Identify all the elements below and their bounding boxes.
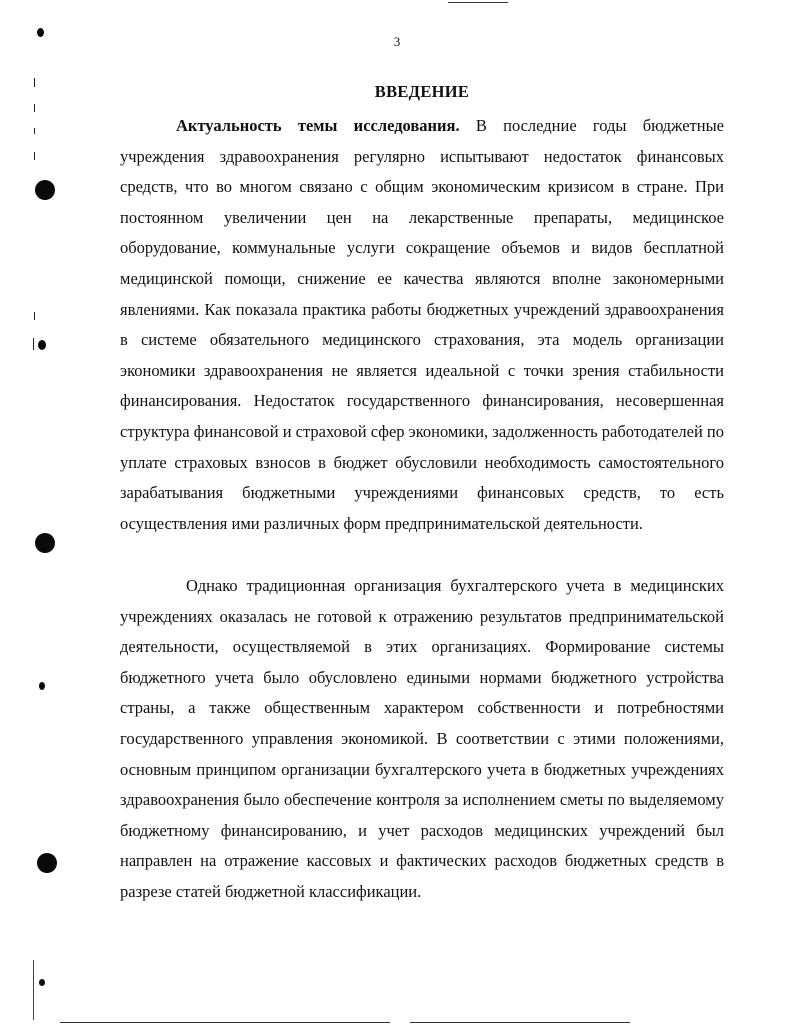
- scan-speck: [34, 152, 35, 160]
- paragraph-1-text: В последние годы бюджетные учреждения здравоохранения регулярно испытывают недостаток финансовых средств, что во многом связано с общим экономическим кризисом в стране. При постоянном увеличении цен на лекарственные препараты, медицинское оборудование, коммунальные услуги сокращение объемов и видов бесплатной медицинской помощи, снижение ее качества являются вполне закономерными явлениями. Как показала практика работы бюджетных учреждений здравоохранения в системе обязательного медицинского страхования, эта модель организации экономики здравоохранения не является идеальной с точки зрения стабильности финансирования. Недостаток государственного финансирования, несовершенная структура финансовой и страховой сфер экономики, задолженность работодателей по уплате страховых взносов в бюджет обусловили необходимость самостоятельного зарабатывания бюджетными учреждениями финансовых средств, то есть осуществления ими различных форм предпринимательской деятельности.: [120, 116, 724, 533]
- punch-hole: [39, 979, 45, 986]
- scan-speck: [34, 128, 35, 134]
- page-title: ВВЕДЕНИЕ: [374, 82, 470, 101]
- scan-speck: [34, 78, 35, 87]
- scan-edge-line: [448, 2, 508, 3]
- punch-hole: [35, 180, 55, 200]
- scan-edge-line: [410, 1022, 630, 1023]
- punch-hole: [39, 682, 45, 690]
- scan-speck: [34, 312, 35, 320]
- scan-speck: [33, 960, 34, 1020]
- scan-edge-line: [60, 1022, 390, 1023]
- punch-hole: [38, 340, 46, 350]
- scan-speck: [34, 104, 35, 112]
- paragraph-2: Однако традиционная организация бухгалтерского учета в медицинских учреждениях оказалась не готовой к отражению результатов предпринимательской деятельности, осуществляемой в этих организациях. Формирование системы бюджетного учета было обусловлено едиными нормами бюджетного устройства страны, а также общественным характером собственности и потребностями государственного управления экономикой. В соответствии с этими положениями, основным принципом организации бухгалтерского учета в бюджетных учреждениях здравоохранения было обеспечение контроля за исполнением сметы по выделяемому бюджетному финансированию, и учет расходов медицинских учреждений был направлен на отражение кассовых и фактических расходов бюджетных средств в разрезе статей бюджетной классификации.: [120, 576, 724, 901]
- scan-speck: [33, 338, 34, 350]
- paragraph-1: [120, 111, 724, 539]
- page-number: 3: [393, 34, 401, 49]
- punch-hole: [35, 533, 55, 553]
- paragraph-lead: Актуальность темы исследования.: [176, 116, 460, 135]
- punch-hole: [37, 853, 57, 873]
